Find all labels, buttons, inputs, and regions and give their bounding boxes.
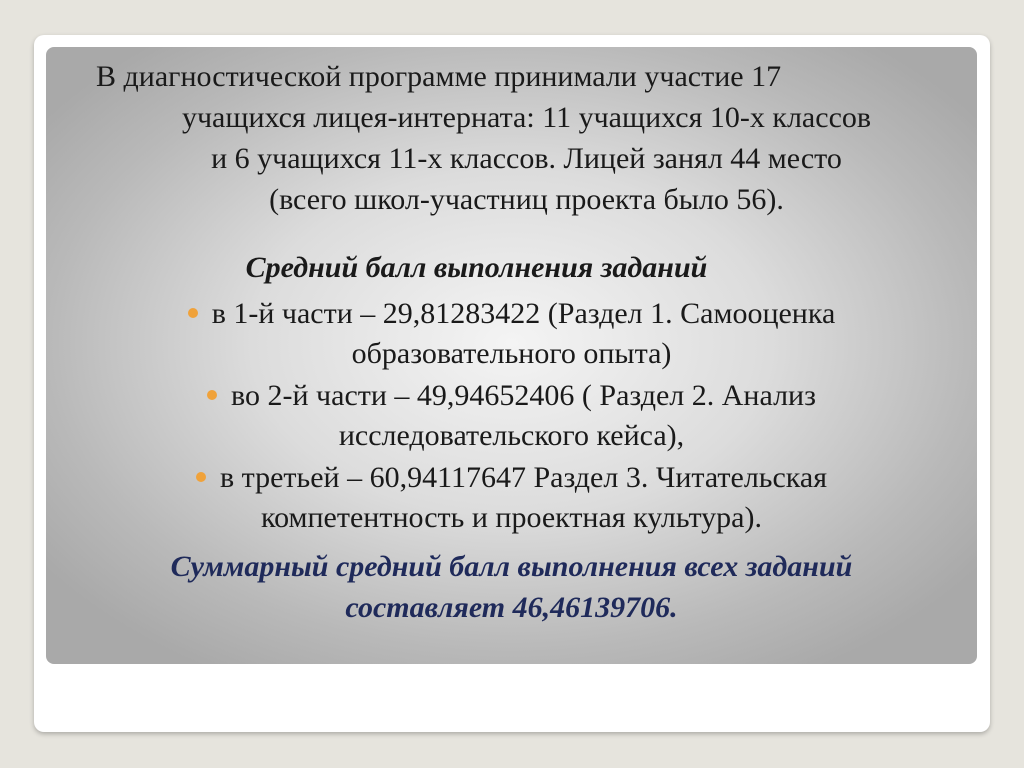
intro-line-1: В диагностической программе принимали участие 17: [96, 60, 782, 93]
bullet-item-part-2: [56, 376, 967, 456]
bullet-list: [56, 294, 967, 538]
intro-line-3: и 6 учащихся 11-х классов. Лицей занял 44 место: [211, 142, 842, 175]
intro-line-2: учащихся лицея-интерната: 11 учащихся 10-х классов: [181, 101, 872, 134]
bullet-1-line-1: в 1-й части – 29,81283422 (Раздел 1. Самооценка: [211, 297, 836, 330]
bullet-1-line-2: образовательного опыта): [351, 337, 672, 370]
intro-line-4: (всего школ-участниц проекта было 56).: [269, 183, 784, 216]
summary-paragraph: [56, 546, 967, 628]
bullet-dot-icon: [188, 308, 198, 318]
section-heading: Средний балл выполнения заданий: [245, 251, 708, 284]
bullet-3-line-2: компетентность и проектная культура).: [261, 501, 762, 534]
bullet-2-line-1: во 2-й части – 49,94652406 ( Раздел 2. Анализ: [231, 379, 816, 412]
bullet-2-line-2: исследовательского кейса),: [338, 419, 685, 452]
bullet-item-part-1: [56, 294, 967, 374]
bullet-dot-icon: [207, 390, 217, 400]
bullet-item-part-3: [56, 458, 967, 538]
bullet-3-line-1: в третьей – 60,94117647 Раздел 3. Читательская: [219, 461, 828, 494]
summary-line-2: составляет 46,46139706.: [345, 591, 678, 624]
intro-paragraph: [56, 56, 967, 220]
summary-line-1: Суммарный средний балл выполнения всех заданий: [170, 550, 853, 583]
slide-text-block: [56, 56, 967, 628]
bullet-dot-icon: [196, 472, 206, 482]
